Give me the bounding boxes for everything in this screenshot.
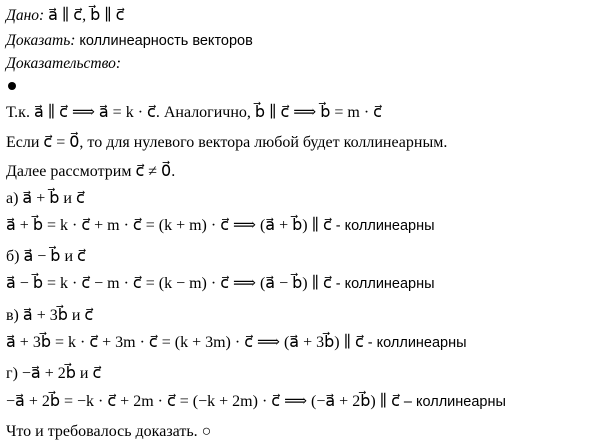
prove-text: коллинеарность векторов xyxy=(79,33,253,49)
part-a-proof xyxy=(6,216,435,236)
given-line xyxy=(6,6,124,26)
given-text: a⃗ ∥ c⃗, b⃗ ∥ c⃗ xyxy=(48,7,125,24)
part-a-proof-math: a⃗ + b⃗ = k · c⃗ + m · c⃗ = (k + m) · c⃗ ⟹ (a⃗ + b⃗) ∥ c⃗ xyxy=(6,217,332,234)
given-label: Дано: xyxy=(6,7,45,24)
part-c-proof xyxy=(6,333,467,353)
part-c-proof-math: a⃗ + 3b⃗ = k · c⃗ + 3m · c⃗ = (k + 3m) · c⃗ ⟹ (a⃗ + 3b⃗) ∥ c⃗ xyxy=(6,334,364,351)
part-d-proof-math: −a⃗ + 2b⃗ = −k · c⃗ + 2m · c⃗ = (−k + 2m) · c⃗ ⟹ (−a⃗ + 2b⃗) ∥ c⃗ xyxy=(6,393,400,410)
prove-label: Доказать: xyxy=(6,32,76,49)
part-b-proof-math: a⃗ − b⃗ = k · c⃗ − m · c⃗ = (k − m) · c⃗ ⟹ (a⃗ − b⃗) ∥ c⃗ xyxy=(6,275,332,292)
conclusion-line: Что и требовалось доказать. ○ xyxy=(6,423,212,440)
part-b-proof xyxy=(6,274,435,294)
proof-label: Доказательство: xyxy=(6,55,122,72)
bullet-icon xyxy=(8,82,16,90)
part-d-proof xyxy=(6,392,506,412)
part-a-proof-text: - коллинеарны xyxy=(331,218,435,234)
prove-line xyxy=(6,31,253,51)
line-if-zero: Если c⃗ = 0⃗, то для нулевого вектора любой будет коллинеарным. xyxy=(6,134,448,151)
part-d-label: г) −a⃗ + 2b⃗ и c⃗ xyxy=(6,365,102,382)
part-a-label: а) a⃗ + b⃗ и c⃗ xyxy=(6,190,85,207)
part-b-label: б) a⃗ − b⃗ и c⃗ xyxy=(6,248,86,265)
part-c-proof-text: - коллинеарны xyxy=(363,335,467,351)
part-c-label: в) a⃗ + 3b⃗ и c⃗ xyxy=(6,307,94,324)
part-d-proof-text: – коллинеарны xyxy=(399,394,506,410)
line-tk: Т.к. a⃗ ∥ c⃗ ⟹ a⃗ = k · c⃗. Аналогично, b⃗ ∥ c⃗ ⟹ b⃗ = m · c⃗ xyxy=(6,104,382,121)
line-further: Далее рассмотрим c⃗ ≠ 0⃗. xyxy=(6,163,176,180)
part-b-proof-text: - коллинеарны xyxy=(331,276,435,292)
